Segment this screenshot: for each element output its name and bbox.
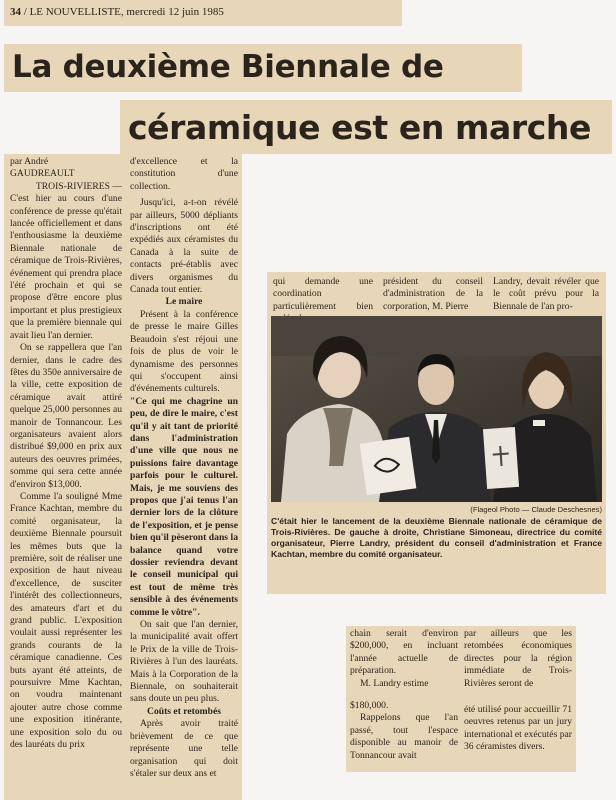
article-paragraph: Comme l'a souligné Mme France Kachtan, membre du comité organisateur, la deuxième Biennale poursuit les mêmes buts que la première, soit de réaliser une exposition de haut niveau d'excellence, de susciter l'intérêt des collectionneurs, des amateurs d'art et du grand public. L'exposition voulait aussi représenter les grands courants de la céramique canadienne. Ces buts ayant été atteints, de poursuivre Mme Kachtan, on voudra maintenant ajouter autre chose comme une exposition itinérante, une exposition solo du ou des lauréats du prix: [10, 490, 122, 751]
photo-top-text-1: qui demande une coordination particulièrement bien: [273, 276, 373, 312]
headline-line-2-clipping: [120, 100, 612, 154]
article-paragraph: par ailleurs que les retombées économiques directes pour la région immédiate de Trois-Rivières seront de: [464, 628, 572, 689]
masthead: 34 / LE NOUVELLISTE, mercredi 12 juin 1985: [4, 0, 402, 26]
article-paragraph: Après avoir traité brièvement de ce que représente une telle organisation qui doit s'étaler sur deux ans et: [130, 718, 238, 779]
photo-top-text-2: président du conseil d'administration de la corporation, M. Pierre: [383, 276, 483, 312]
article-paragraph: $180,000.: [350, 700, 389, 712]
article-column-1: [4, 154, 126, 800]
article-paragraph: On sait que l'an dernier, la municipalité avait offert le Prix de la ville de Trois-Rivières à l'un des lauréats. Mais à la Corporation de la Biennale, on souhaiterait sans doute un peu plus.: [130, 619, 238, 705]
bottom-clipping: [346, 626, 576, 772]
subhead-costs: Coûts et retombés: [147, 705, 221, 717]
article-paragraph: Présent à la conférence de presse le maire Gilles Beaudoin s'est réjoui une fois de plus de voir le dynamisme des personnes qui s'occupent ainsi d'événements culturels.: [130, 308, 238, 395]
article-paragraph: été utilisé pour accueillir 71 oeuvres retenus par un jury international et exécutés par 36 céramistes divers.: [464, 704, 572, 753]
article-paragraph: C'est hier au cours d'une conférence de presse qu'était lancée officiellement et dans l'enthousiasme la deuxième Biennale nationale de céramique de Trois-Rivières, événement qui prendra place l'été prochain et qui se propose d'être encore plus important et plus prestigieux que la première biennale qui avait lieu l'an dernier.: [10, 193, 122, 341]
article-paragraph: d'excellence et la constitution d'une collection.: [130, 156, 238, 192]
article-paragraph: On se rappellera que l'an dernier, dans le cadre des fêtes du 350e anniversaire de la ville, cette exposition de céramique avait attiré quelque 25,000 personnes au manoir de Tonnancour. Les organisateurs avaient alors distribué $9,000 en prix aux auteurs des oeuvres primées, somme qui sera cette année d'environ $13,000.: [10, 342, 122, 490]
article-paragraph: Jusqu'ici, a-t-on révélé par ailleurs, 5000 dépliants d'inscriptions ont été expédiés aux céramistes du Canada à la suite de contacts pré-établis avec divers organismes du Canada tout entier.: [130, 197, 238, 296]
article-paragraph: Rappelons que l'an passé, tout l'espace disponible au manoir de Tonnancour avait: [350, 712, 458, 761]
publication-name: LE NOUVELLISTE,: [29, 6, 124, 18]
photo-credit: (Flageol Photo — Claude Deschesnes): [470, 505, 602, 514]
mayor-quote: "Ce qui me chagrine un peu, de dire le maire, c'est qu'il y ait tant de priorité dans l'administration d'une ville que nous ne puissions faire davantage parfois pour le culturel. Mais, je me souviens des propos que j'ai tenus l'an dernier lors de la clôture de l'exposition, et je pense bien qu'il pèseront dans la balance quand votre dossier reviendra devant le conseil municipal qui est tout de même très sensible à des événements comme le vôtre".: [130, 395, 238, 618]
headline-line-1-clipping: [4, 44, 522, 92]
article-paragraph: M. Landry estime: [360, 677, 429, 689]
dateline: TROIS-RIVIERES —: [35, 180, 122, 192]
photo-clipping: [267, 272, 606, 594]
headline-line-1: La deuxième Biennale de: [12, 49, 444, 85]
byline-author-name: GAUDREAULT: [10, 168, 75, 180]
article-column-2: [126, 154, 242, 800]
subhead-mayor: Le maire: [165, 296, 203, 308]
publication-date: mercredi 12 juin 1985: [126, 6, 224, 18]
page-number: 34: [10, 6, 21, 18]
photo-top-text-3: Landry, devait révéler que le coût prévu pour la Biennale de l'an pro-: [493, 276, 599, 312]
press-photo-image: [271, 316, 602, 502]
press-photo: [271, 316, 602, 502]
headline-line-2: céramique est en marche: [128, 108, 591, 147]
article-paragraph: chain serait d'environ $200,000, en incluant l'année actuelle de préparation.: [350, 628, 458, 677]
byline-author-prefix: par André: [10, 156, 49, 167]
photo-caption: C'était hier le lancement de la deuxième Biennale nationale de céramique de Trois-Rivières. De gauche à droite, Christiane Simoneau, directrice du comité organisateur, Pierre Landry, président du conseil d'administration et France Kachtan, membre du comité organisateur.: [271, 516, 602, 559]
